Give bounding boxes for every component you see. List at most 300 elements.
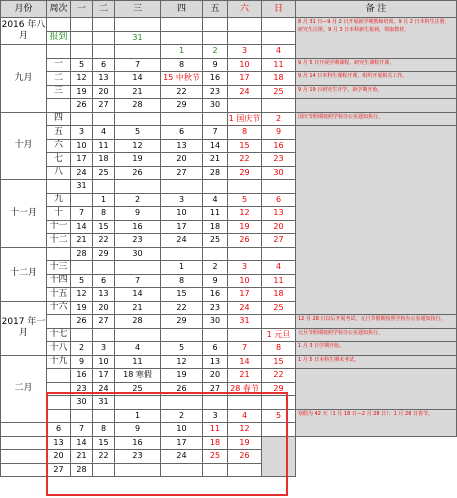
- day-cell: 6: [93, 58, 115, 72]
- table-row: [1, 436, 457, 450]
- day-cell: 30: [203, 99, 228, 113]
- day-cell: 25: [203, 234, 228, 248]
- day-cell: 27: [47, 463, 71, 477]
- day-cell: 26: [115, 166, 161, 180]
- day-cell: 15: [93, 436, 115, 450]
- day-cell: [203, 18, 228, 32]
- day-cell: 21: [115, 85, 161, 99]
- day-cell: 23: [115, 234, 161, 248]
- day-cell: 9: [115, 207, 161, 221]
- table-row: [1, 342, 457, 356]
- day-cell: [71, 261, 93, 275]
- week-number: 十六: [47, 301, 71, 315]
- note-cell: 寒假为 42 天（1 月 18 日—2 月 28 日）；1 月 28 日春节。: [296, 409, 457, 436]
- day-cell: 1: [115, 409, 161, 423]
- day-cell: 30: [203, 315, 228, 329]
- day-cell: [228, 247, 262, 261]
- day-cell: 24: [93, 382, 115, 396]
- day-cell: [115, 18, 161, 32]
- week-number: [1, 463, 47, 477]
- day-cell: 7: [71, 423, 93, 437]
- day-cell: 19: [71, 85, 93, 99]
- week-number: [47, 247, 71, 261]
- day-cell: [228, 99, 262, 113]
- week-number: 十九: [47, 355, 71, 369]
- day-cell: 7: [115, 58, 161, 72]
- day-cell: [262, 31, 296, 45]
- day-cell: 23: [203, 301, 228, 315]
- day-cell: 15: [93, 220, 115, 234]
- day-cell: [161, 31, 203, 45]
- day-cell: 9: [115, 423, 161, 437]
- week-number: [47, 45, 71, 59]
- day-cell: [228, 463, 262, 477]
- week-number: 五: [47, 126, 71, 140]
- day-cell: 29: [93, 247, 115, 261]
- week-number: [47, 18, 71, 32]
- note-cell: 1 月 5 日本科生期末考试。: [296, 355, 457, 369]
- day-cell: 29: [161, 99, 203, 113]
- day-cell: 20: [262, 220, 296, 234]
- day-cell: 16: [203, 288, 228, 302]
- week-number: [47, 99, 71, 113]
- day-cell: [203, 247, 228, 261]
- day-cell: 22: [161, 301, 203, 315]
- day-cell: 3: [161, 193, 203, 207]
- day-cell: 10: [71, 139, 93, 153]
- day-cell: 23: [262, 153, 296, 167]
- day-cell: 20: [161, 153, 203, 167]
- day-cell: 3: [228, 261, 262, 275]
- day-cell: 26: [71, 99, 93, 113]
- table-row: [1, 112, 457, 126]
- day-cell: 18: [262, 288, 296, 302]
- week-number: 四: [47, 112, 71, 126]
- day-cell: 2: [203, 261, 228, 275]
- day-cell: 31: [228, 315, 262, 329]
- header-tue: 二: [93, 1, 115, 18]
- day-cell: [228, 31, 262, 45]
- day-cell: [115, 180, 161, 194]
- day-cell: [93, 18, 115, 32]
- day-cell: 8: [93, 423, 115, 437]
- day-cell: 31: [115, 31, 161, 45]
- day-cell: 5: [71, 58, 93, 72]
- day-cell: 20: [203, 369, 228, 383]
- header-week: 周次: [47, 1, 71, 18]
- week-number: [47, 180, 71, 194]
- day-cell: 1: [161, 45, 203, 59]
- day-cell: 6: [47, 423, 71, 437]
- table-row: [1, 409, 457, 423]
- day-cell: 28: [71, 463, 93, 477]
- day-cell: 16: [203, 72, 228, 86]
- day-cell: 17: [228, 72, 262, 86]
- day-cell: 5: [115, 126, 161, 140]
- day-cell: [93, 463, 115, 477]
- day-cell: [93, 180, 115, 194]
- day-cell: 28: [203, 166, 228, 180]
- day-cell: 11: [262, 58, 296, 72]
- week-number: 十二: [47, 234, 71, 248]
- day-cell: 30: [115, 247, 161, 261]
- week-number: 七: [47, 153, 71, 167]
- table-row: [1, 355, 457, 369]
- day-cell: 22: [228, 153, 262, 167]
- day-cell: 26: [161, 382, 203, 396]
- day-cell: 19: [161, 369, 203, 383]
- note-cell: 8 月 31 日—9 月 2 日开展新学期教师培训。9 月 2 日本科生注册，研究生注册。9 月 3 日本科新生报到，领取教材。: [296, 18, 457, 59]
- day-cell: [71, 31, 93, 45]
- month-label: 十月: [1, 112, 47, 180]
- table-row: [1, 72, 457, 86]
- day-cell: 16: [115, 220, 161, 234]
- day-cell: 11: [93, 139, 115, 153]
- month-label: 十一月: [1, 180, 47, 248]
- day-cell: [161, 328, 203, 342]
- day-cell: 13: [93, 288, 115, 302]
- day-cell: 13: [262, 207, 296, 221]
- day-cell: 3: [93, 342, 115, 356]
- day-cell: [71, 328, 93, 342]
- day-cell: 21: [71, 234, 93, 248]
- day-cell: 12: [115, 139, 161, 153]
- table-row: [1, 99, 457, 113]
- week-number: 六: [47, 139, 71, 153]
- day-cell: 26: [228, 234, 262, 248]
- day-cell: [93, 409, 115, 423]
- week-number: [47, 396, 71, 410]
- day-cell: 7: [115, 274, 161, 288]
- day-cell: 4: [115, 342, 161, 356]
- week-number: [47, 315, 71, 329]
- day-cell: [228, 396, 262, 410]
- day-cell: [115, 261, 161, 275]
- week-number: 报到: [47, 31, 71, 45]
- day-cell: 29: [228, 166, 262, 180]
- day-cell: 28 春节: [228, 382, 262, 396]
- day-cell: 10: [161, 423, 203, 437]
- week-number: [1, 450, 47, 464]
- day-cell: [115, 328, 161, 342]
- note-cell: [296, 369, 457, 410]
- day-cell: 23: [203, 85, 228, 99]
- day-cell: 16: [115, 436, 161, 450]
- day-cell: 1 国庆节: [228, 112, 262, 126]
- day-cell: 21: [71, 450, 93, 464]
- day-cell: 11: [203, 207, 228, 221]
- day-cell: 25: [115, 382, 161, 396]
- day-cell: 1: [161, 261, 203, 275]
- week-number: 十七: [47, 328, 71, 342]
- day-cell: 12: [161, 355, 203, 369]
- table-row: [1, 328, 457, 342]
- note-cell: 9 月 19 日研究生开学，新学期开始。: [296, 85, 457, 99]
- day-cell: 5: [228, 193, 262, 207]
- week-number: 一: [47, 58, 71, 72]
- day-cell: 27: [161, 166, 203, 180]
- day-cell: 21: [228, 369, 262, 383]
- day-cell: 9: [262, 126, 296, 140]
- day-cell: [161, 247, 203, 261]
- day-cell: 3: [203, 409, 228, 423]
- day-cell: [71, 18, 93, 32]
- day-cell: 10: [228, 274, 262, 288]
- day-cell: 4: [262, 45, 296, 59]
- week-number: 三: [47, 85, 71, 99]
- note-cell: [296, 99, 457, 113]
- day-cell: 22: [161, 85, 203, 99]
- day-cell: 17: [71, 153, 93, 167]
- note-cell: 9 月 5 日开展学期课程，研究生课程开课。: [296, 58, 457, 72]
- week-number: 八: [47, 166, 71, 180]
- day-cell: 22: [262, 369, 296, 383]
- calendar-body: [1, 18, 457, 477]
- day-cell: 18: [203, 436, 228, 450]
- day-cell: 28: [115, 99, 161, 113]
- day-cell: 20: [93, 301, 115, 315]
- day-cell: [228, 180, 262, 194]
- day-cell: 15: [228, 139, 262, 153]
- day-cell: [161, 112, 203, 126]
- week-number: 十: [47, 207, 71, 221]
- day-cell: 4: [262, 261, 296, 275]
- day-cell: 3: [71, 126, 93, 140]
- day-cell: 23: [115, 450, 161, 464]
- day-cell: [203, 328, 228, 342]
- day-cell: 29: [161, 315, 203, 329]
- day-cell: 18: [93, 153, 115, 167]
- day-cell: 10: [161, 207, 203, 221]
- day-cell: [115, 45, 161, 59]
- week-number: [47, 409, 71, 423]
- day-cell: 21: [203, 153, 228, 167]
- day-cell: 25: [203, 450, 228, 464]
- day-cell: 2: [115, 193, 161, 207]
- day-cell: 13: [93, 72, 115, 86]
- day-cell: [203, 463, 228, 477]
- day-cell: 2: [203, 45, 228, 59]
- day-cell: [93, 31, 115, 45]
- day-cell: [93, 328, 115, 342]
- day-cell: 24: [71, 166, 93, 180]
- day-cell: [161, 463, 203, 477]
- day-cell: [71, 45, 93, 59]
- day-cell: [71, 112, 93, 126]
- day-cell: [203, 112, 228, 126]
- day-cell: [262, 99, 296, 113]
- day-cell: 14: [115, 72, 161, 86]
- note-cell: 9 月 14 日本科生课程开课，组织开展相关工作。: [296, 72, 457, 86]
- day-cell: [93, 261, 115, 275]
- day-cell: 3: [228, 45, 262, 59]
- week-number: 十五: [47, 288, 71, 302]
- day-cell: [203, 31, 228, 45]
- day-cell: [262, 18, 296, 32]
- day-cell: 11: [115, 355, 161, 369]
- day-cell: [93, 45, 115, 59]
- week-number: [47, 382, 71, 396]
- day-cell: 18: [203, 220, 228, 234]
- header-row: [1, 1, 457, 18]
- day-cell: 30: [262, 166, 296, 180]
- day-cell: 18 寒假: [115, 369, 161, 383]
- week-number: 十四: [47, 274, 71, 288]
- day-cell: 8: [228, 126, 262, 140]
- day-cell: [71, 409, 93, 423]
- header-wed: 三: [115, 1, 161, 18]
- day-cell: 9: [203, 274, 228, 288]
- day-cell: [161, 180, 203, 194]
- day-cell: 12: [228, 423, 262, 437]
- day-cell: [228, 18, 262, 32]
- week-number: 十八: [47, 342, 71, 356]
- note-cell: [296, 126, 457, 315]
- day-cell: 11: [203, 423, 228, 437]
- day-cell: 21: [115, 301, 161, 315]
- day-cell: 22: [93, 234, 115, 248]
- day-cell: 19: [228, 436, 262, 450]
- table-row: [1, 126, 457, 140]
- table-row: [1, 369, 457, 383]
- day-cell: 13: [47, 436, 71, 450]
- day-cell: [262, 315, 296, 329]
- day-cell: 27: [93, 315, 115, 329]
- day-cell: 31: [71, 180, 93, 194]
- day-cell: 24: [228, 301, 262, 315]
- day-cell: 6: [262, 193, 296, 207]
- day-cell: 23: [71, 382, 93, 396]
- day-cell: 12: [71, 288, 93, 302]
- day-cell: [161, 396, 203, 410]
- day-cell: [115, 396, 161, 410]
- header-sun: 日: [262, 1, 296, 18]
- day-cell: 14: [228, 355, 262, 369]
- table-row: [1, 18, 457, 32]
- day-cell: 13: [203, 355, 228, 369]
- day-cell: 18: [262, 72, 296, 86]
- day-cell: 9: [71, 355, 93, 369]
- week-number: 十三: [47, 261, 71, 275]
- day-cell: 5: [71, 274, 93, 288]
- note-cell: 国庆节假期按照学校办公室通知执行。: [296, 112, 457, 126]
- week-number: 十一: [47, 220, 71, 234]
- day-cell: 17: [228, 288, 262, 302]
- day-cell: 25: [262, 301, 296, 315]
- day-cell: [71, 193, 93, 207]
- note-cell: 1 月 3 日学期开始。: [296, 342, 457, 356]
- day-cell: 20: [47, 450, 71, 464]
- day-cell: 14: [71, 220, 93, 234]
- month-label: 2017 年一月: [1, 301, 47, 355]
- day-cell: 19: [228, 220, 262, 234]
- day-cell: 15: [262, 355, 296, 369]
- day-cell: 4: [93, 126, 115, 140]
- day-cell: 16: [71, 369, 93, 383]
- day-cell: 7: [71, 207, 93, 221]
- day-cell: 6: [203, 342, 228, 356]
- month-label: 九月: [1, 45, 47, 113]
- day-cell: 27: [203, 382, 228, 396]
- day-cell: 28: [115, 315, 161, 329]
- week-number: [47, 369, 71, 383]
- day-cell: 17: [161, 220, 203, 234]
- day-cell: 5: [262, 409, 296, 423]
- header-month: 月份: [1, 1, 47, 18]
- note-cell: [262, 436, 296, 477]
- day-cell: 24: [161, 234, 203, 248]
- day-cell: 17: [161, 436, 203, 450]
- table-row: [1, 85, 457, 99]
- day-cell: 30: [71, 396, 93, 410]
- week-number: [1, 423, 47, 437]
- day-cell: 4: [228, 409, 262, 423]
- table-row: [1, 58, 457, 72]
- day-cell: 7: [228, 342, 262, 356]
- day-cell: 24: [228, 85, 262, 99]
- day-cell: 5: [161, 342, 203, 356]
- day-cell: [161, 18, 203, 32]
- day-cell: 12: [228, 207, 262, 221]
- header-mon: 一: [71, 1, 93, 18]
- day-cell: 2: [71, 342, 93, 356]
- note-cell: 元旦节假期按照学校办公室通知执行。: [296, 328, 457, 342]
- day-cell: 10: [228, 58, 262, 72]
- day-cell: 15: [161, 288, 203, 302]
- header-fri: 五: [203, 1, 228, 18]
- day-cell: [262, 180, 296, 194]
- day-cell: 7: [203, 126, 228, 140]
- header-sat: 六: [228, 1, 262, 18]
- day-cell: 1 元旦: [262, 328, 296, 342]
- day-cell: [93, 112, 115, 126]
- day-cell: 12: [71, 72, 93, 86]
- day-cell: 13: [161, 139, 203, 153]
- day-cell: 6: [161, 126, 203, 140]
- day-cell: 16: [262, 139, 296, 153]
- day-cell: 9: [203, 58, 228, 72]
- note-cell: 12 月 28 日以后开展考试，元旦节假期按照学校办公室通知执行。: [296, 315, 457, 329]
- day-cell: 10: [93, 355, 115, 369]
- day-cell: 11: [262, 274, 296, 288]
- day-cell: 17: [93, 369, 115, 383]
- day-cell: 6: [93, 274, 115, 288]
- week-number: 二: [47, 72, 71, 86]
- day-cell: 14: [115, 288, 161, 302]
- day-cell: [115, 463, 161, 477]
- day-cell: 8: [262, 342, 296, 356]
- day-cell: 19: [71, 301, 93, 315]
- month-label: 2016 年八月: [1, 18, 47, 45]
- day-cell: 24: [161, 450, 203, 464]
- day-cell: 8: [161, 274, 203, 288]
- header-thu: 四: [161, 1, 203, 18]
- day-cell: 25: [262, 85, 296, 99]
- day-cell: 28: [71, 247, 93, 261]
- day-cell: 27: [93, 99, 115, 113]
- table-row: [1, 450, 457, 464]
- day-cell: 22: [93, 450, 115, 464]
- day-cell: 2: [262, 112, 296, 126]
- week-number: [1, 436, 47, 450]
- month-label: 二月: [1, 355, 47, 423]
- table-row: [1, 463, 457, 477]
- day-cell: 29: [262, 382, 296, 396]
- day-cell: [115, 112, 161, 126]
- month-label: 十二月: [1, 247, 47, 301]
- day-cell: 14: [203, 139, 228, 153]
- day-cell: 4: [203, 193, 228, 207]
